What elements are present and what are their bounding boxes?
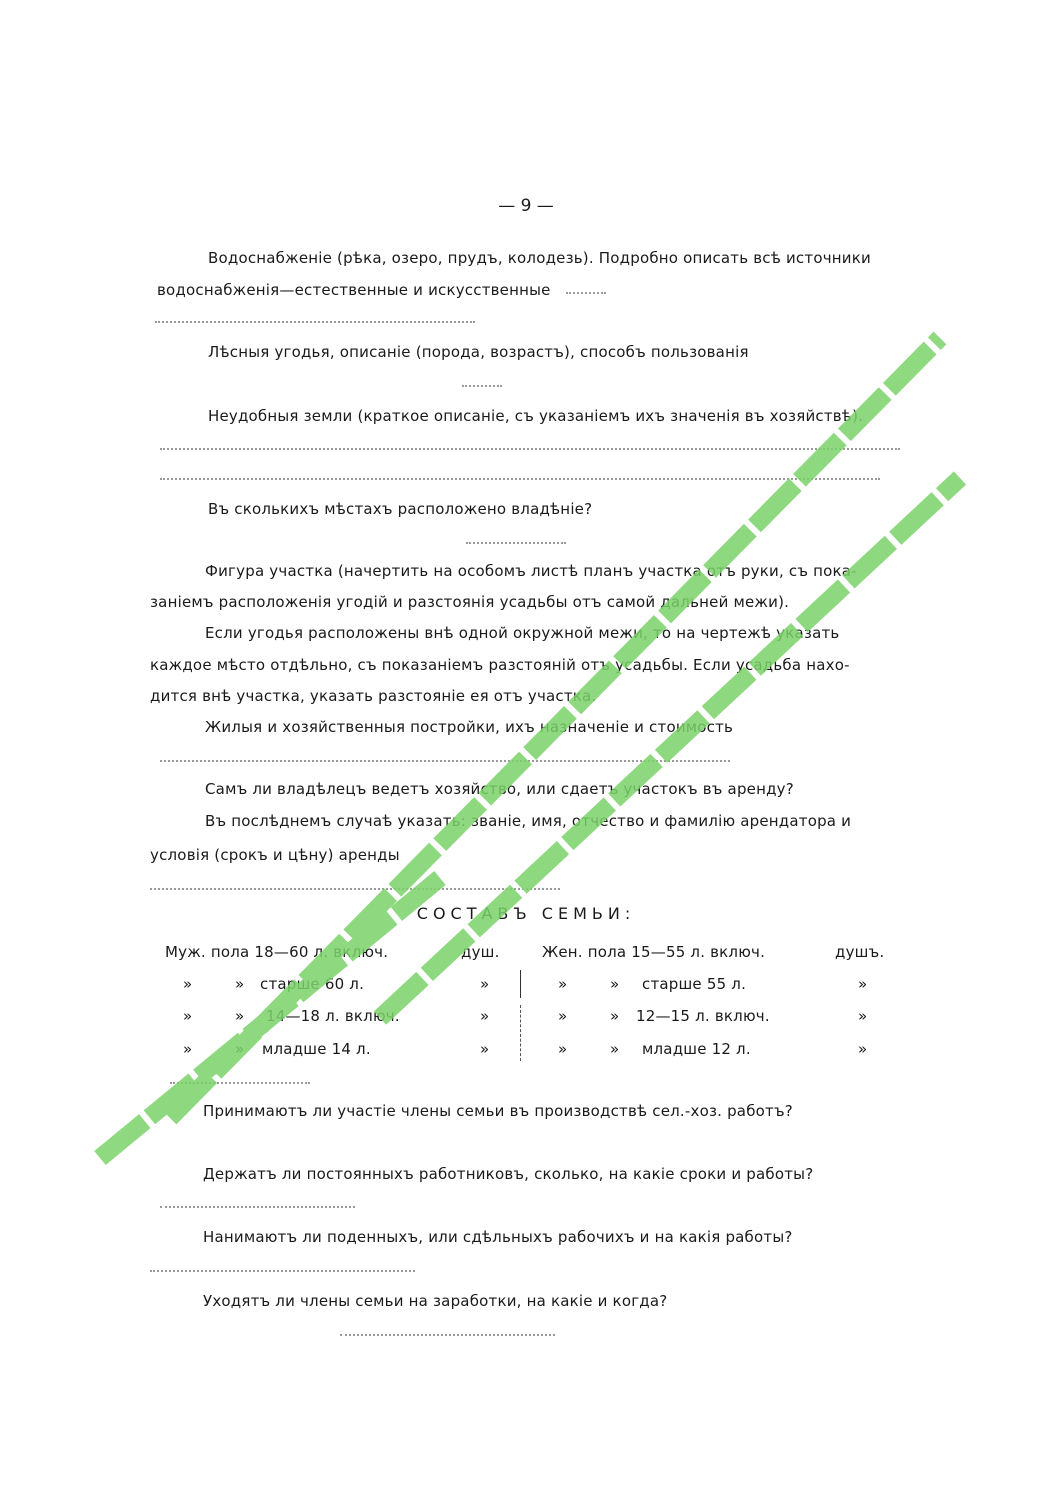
ditto-mark: »	[480, 975, 490, 993]
ditto-mark: »	[235, 1040, 245, 1058]
forest-line-1: Лѣсныя угодья, описаніе (порода, возрастъ), способъ пользованія	[208, 343, 749, 361]
page-number: — 9 —	[498, 196, 554, 216]
female-header: Жен. пола 15—55 л. включ.	[542, 943, 766, 961]
female-row-2: 12—15 л. включ.	[636, 1007, 770, 1025]
figure-line-5: дится внѣ участка, указать разстояніе ея отъ участка.	[150, 687, 597, 705]
female-row-1: старше 55 л.	[642, 975, 747, 993]
ditto-mark: »	[558, 1040, 568, 1058]
question-3: Нанимаютъ ли поденныхъ, или сдѣльныхъ рабочихъ и на какія работы?	[203, 1228, 793, 1246]
male-row-3: младше 14 л.	[262, 1040, 371, 1058]
places-line-1: Въ сколькихъ мѣстахъ расположено владѣніе?	[208, 500, 593, 518]
fill-dots	[340, 1334, 555, 1338]
question-4: Уходятъ ли члены семьи на заработки, на какіе и когда?	[203, 1292, 668, 1310]
ditto-mark: »	[858, 1040, 868, 1058]
owner-line-2: Въ послѣднемъ случаѣ указать: званіе, имя, отчество и фамилію арендатора и	[205, 812, 852, 830]
fill-dots	[160, 760, 730, 764]
owner-line-3: условія (срокъ и цѣну) аренды	[150, 846, 400, 864]
figure-line-4: каждое мѣсто отдѣльно, съ показаніемъ разстояній отъ усадьбы. Если усадьба нахо-	[150, 656, 850, 674]
female-row-3: младше 12 л.	[642, 1040, 751, 1058]
fill-dots	[462, 385, 502, 389]
fill-dots	[466, 542, 566, 546]
fill-dots	[160, 1206, 355, 1210]
water-line-1: Водоснабженіе (рѣка, озеро, прудъ, колодезь). Подробно описать всѣ источники	[208, 249, 871, 267]
fill-dots	[155, 321, 475, 325]
male-header: Муж. пола 18—60 л. включ.	[165, 943, 389, 961]
female-unit: душъ.	[835, 943, 885, 961]
buildings-line-1: Жилыя и хозяйственныя постройки, ихъ назначеніе и стоимость	[205, 718, 734, 736]
ditto-mark: »	[558, 975, 568, 993]
ditto-mark: »	[558, 1007, 568, 1025]
fill-dots	[150, 1270, 415, 1274]
ditto-mark: »	[183, 975, 193, 993]
fill-dots	[170, 1082, 310, 1086]
male-unit: душ.	[461, 943, 500, 961]
column-divider	[520, 1005, 521, 1061]
fill-dots	[566, 292, 606, 296]
ditto-mark: »	[480, 1040, 490, 1058]
ditto-mark: »	[610, 1040, 620, 1058]
stamp-stroke	[380, 478, 960, 1018]
fill-dots	[160, 448, 900, 452]
figure-line-3: Если угодья расположены внѣ одной окружной межи, то на чертежѣ указать	[205, 624, 840, 642]
unusable-line-1: Неудобныя земли (краткое описаніе, съ указаніемъ ихъ значенія въ хозяйствѣ).	[208, 407, 864, 425]
male-row-1: старше 60 л.	[260, 975, 365, 993]
question-1: Принимаютъ ли участіе члены семьи въ производствѣ сел.-хоз. работъ?	[203, 1102, 793, 1120]
family-heading: СОСТАВЪ СЕМЬИ:	[416, 904, 636, 923]
ditto-mark: »	[183, 1007, 193, 1025]
owner-line-1: Самъ ли владѣлецъ ведетъ хозяйство, или сдаетъ участокъ въ аренду?	[205, 780, 794, 798]
ditto-mark: »	[858, 1007, 868, 1025]
ditto-mark: »	[235, 975, 245, 993]
figure-line-1: Фигура участка (начертить на особомъ листѣ планъ участка отъ руки, съ пока-	[205, 562, 857, 580]
figure-line-2: заніемъ расположенія угодій и разстоянія усадьбы отъ самой дальней межи).	[150, 593, 790, 611]
ditto-mark: »	[480, 1007, 490, 1025]
male-row-2: 14—18 л. включ.	[266, 1007, 400, 1025]
ditto-mark: »	[183, 1040, 193, 1058]
fill-dots	[150, 888, 560, 892]
fill-dots	[160, 478, 880, 482]
question-2: Держатъ ли постоянныхъ работниковъ, сколько, на какіе сроки и работы?	[203, 1165, 814, 1183]
water-line-2: водоснабженія—естественные и искусственные	[157, 281, 551, 299]
ditto-mark: »	[858, 975, 868, 993]
column-divider	[520, 970, 521, 998]
ditto-mark: »	[235, 1007, 245, 1025]
ditto-mark: »	[610, 1007, 620, 1025]
ditto-mark: »	[610, 975, 620, 993]
